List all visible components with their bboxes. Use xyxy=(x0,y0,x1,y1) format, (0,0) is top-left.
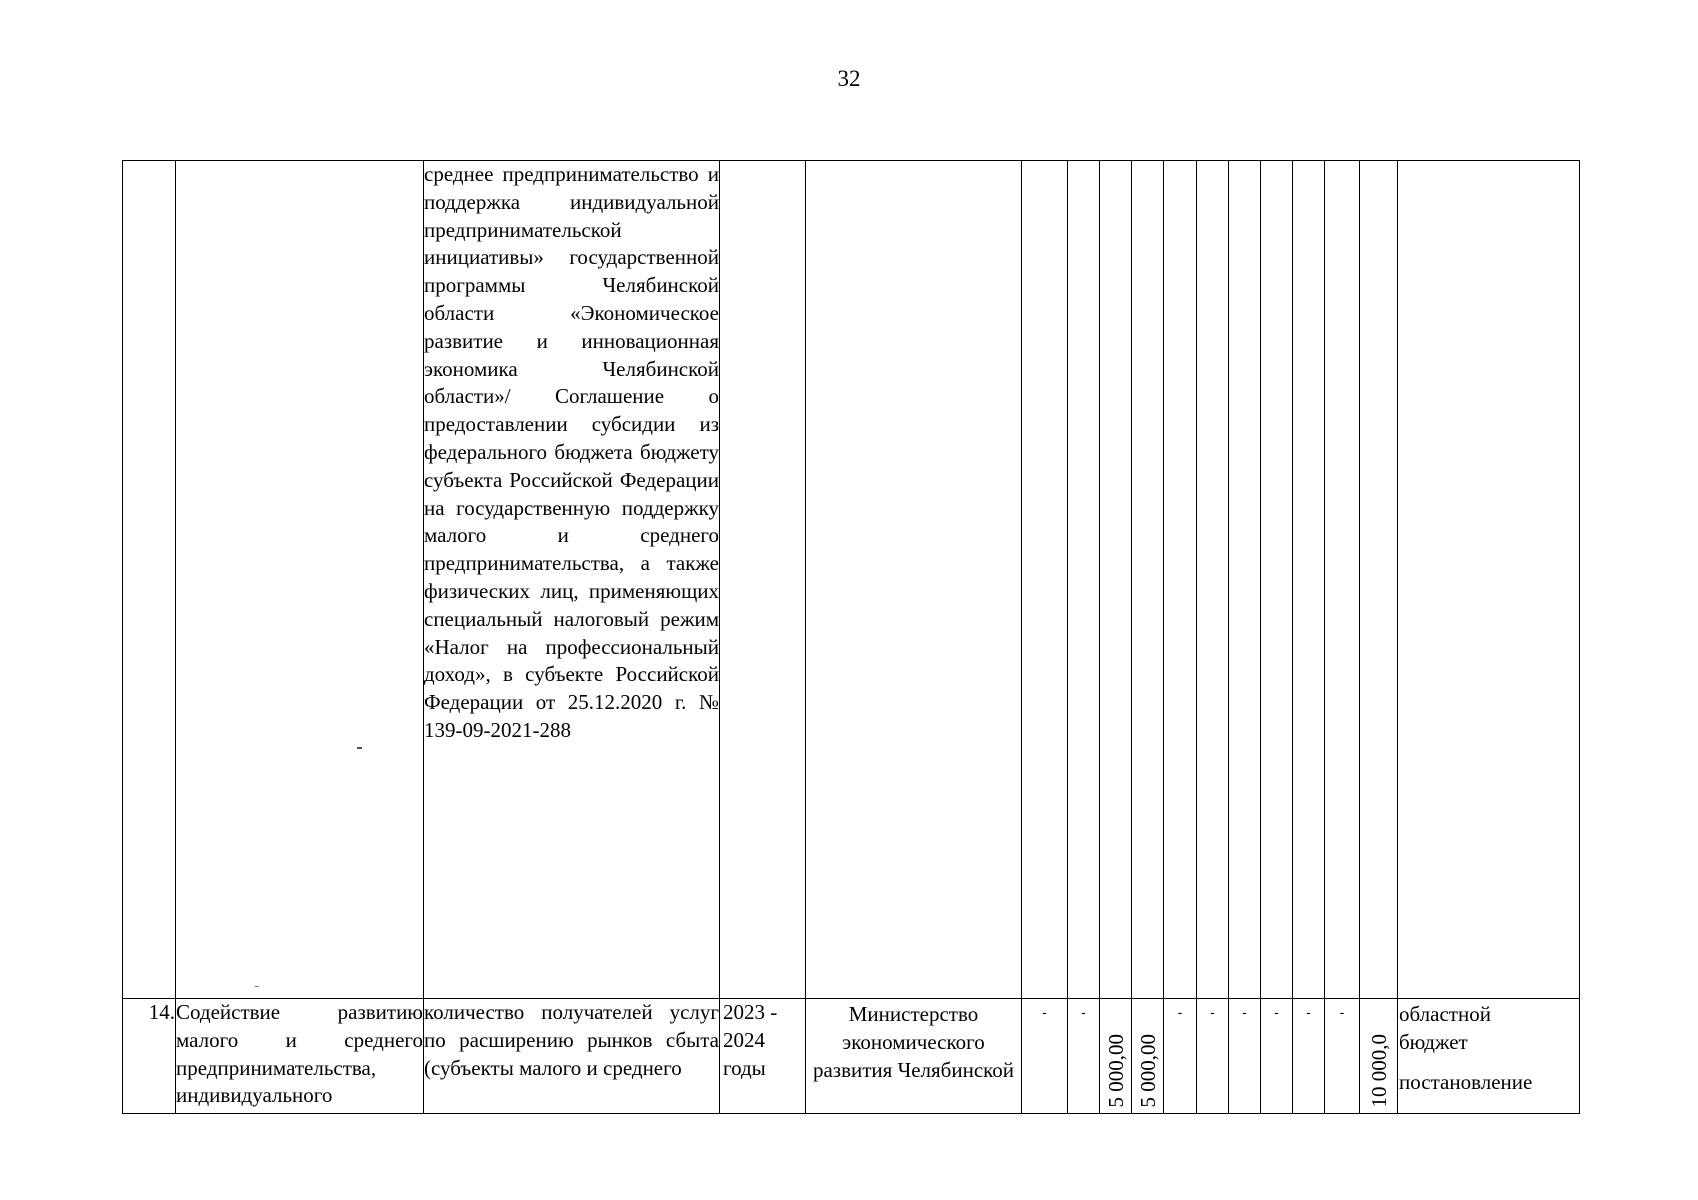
table-row-continuation xyxy=(123,161,1580,999)
cell-name-empty xyxy=(176,161,424,999)
cell-empty xyxy=(1360,161,1398,999)
source-cell xyxy=(1398,999,1580,1114)
cell-empty xyxy=(1325,161,1360,999)
basis-document: постановление xyxy=(1399,1069,1533,1094)
dash-cell: - xyxy=(1022,999,1068,1114)
period-text: 2023 - 2024 годы xyxy=(720,999,806,1114)
amount-2024: 5 000,00 xyxy=(1135,1033,1160,1107)
page-number: 32 xyxy=(837,66,861,91)
cell-num-empty xyxy=(123,161,176,999)
cell-empty xyxy=(1261,161,1293,999)
continuation-text: среднее предпринимательство и поддержка индивидуальной предпринимательской инициативы» государственной программы Челябинской области «Экономическое развитие и инновационная экономика Челябинской области»/ Соглашение о предоставлении субсидии из федерального бюджета бюджету субъекта Российской Федерации на государственную поддержку малого и среднего предпринимательства, а также физических лиц, применяющих специальный налоговый режим «Налог на профессиональный доход», в субъекте Российской Федерации от 25.12.2020 г. № 139-09-2021-288 xyxy=(424,162,719,742)
cell-empty xyxy=(1229,161,1261,999)
cell-empty xyxy=(1022,161,1068,999)
table-row-14 xyxy=(123,999,1580,1114)
cell-empty xyxy=(1068,161,1100,999)
measure-name: Содействие развитию малого и среднего предпринимательства, индивидуального xyxy=(176,999,424,1114)
amount-2023: 5 000,00 xyxy=(1103,1033,1128,1107)
cell-empty xyxy=(1132,161,1164,999)
dash-cell: - xyxy=(1325,999,1360,1114)
scan-artifact xyxy=(255,986,259,987)
executor-text: Министерство экономического развития Челябинской xyxy=(806,999,1022,1114)
dash-cell: - xyxy=(1229,999,1261,1114)
cell-empty xyxy=(1293,161,1325,999)
funding-source: областной бюджет xyxy=(1399,1002,1491,1054)
dash-cell: - xyxy=(1197,999,1229,1114)
program-table xyxy=(122,160,1580,1114)
cell-empty xyxy=(720,161,806,999)
cell-empty xyxy=(1398,161,1580,999)
dash-cell: - xyxy=(1261,999,1293,1114)
cell-empty xyxy=(1100,161,1132,999)
cell-basis-continuation xyxy=(424,161,720,999)
cell-empty xyxy=(1197,161,1229,999)
dash-cell: - xyxy=(1293,999,1325,1114)
row-number: 14. xyxy=(123,999,176,1114)
cell-empty xyxy=(1164,161,1197,999)
dash-cell: - xyxy=(1068,999,1100,1114)
amount-2023-cell xyxy=(1100,999,1132,1114)
scan-artifact xyxy=(357,747,362,749)
indicator-text: количество получателей услуг по расширению рынков сбыта (субъекты малого и среднего xyxy=(424,999,720,1114)
dash-cell: - xyxy=(1164,999,1197,1114)
total-amount: 10 000,0 xyxy=(1366,1033,1391,1107)
amount-2024-cell xyxy=(1132,999,1164,1114)
total-amount-cell xyxy=(1360,999,1398,1114)
cell-empty xyxy=(806,161,1022,999)
